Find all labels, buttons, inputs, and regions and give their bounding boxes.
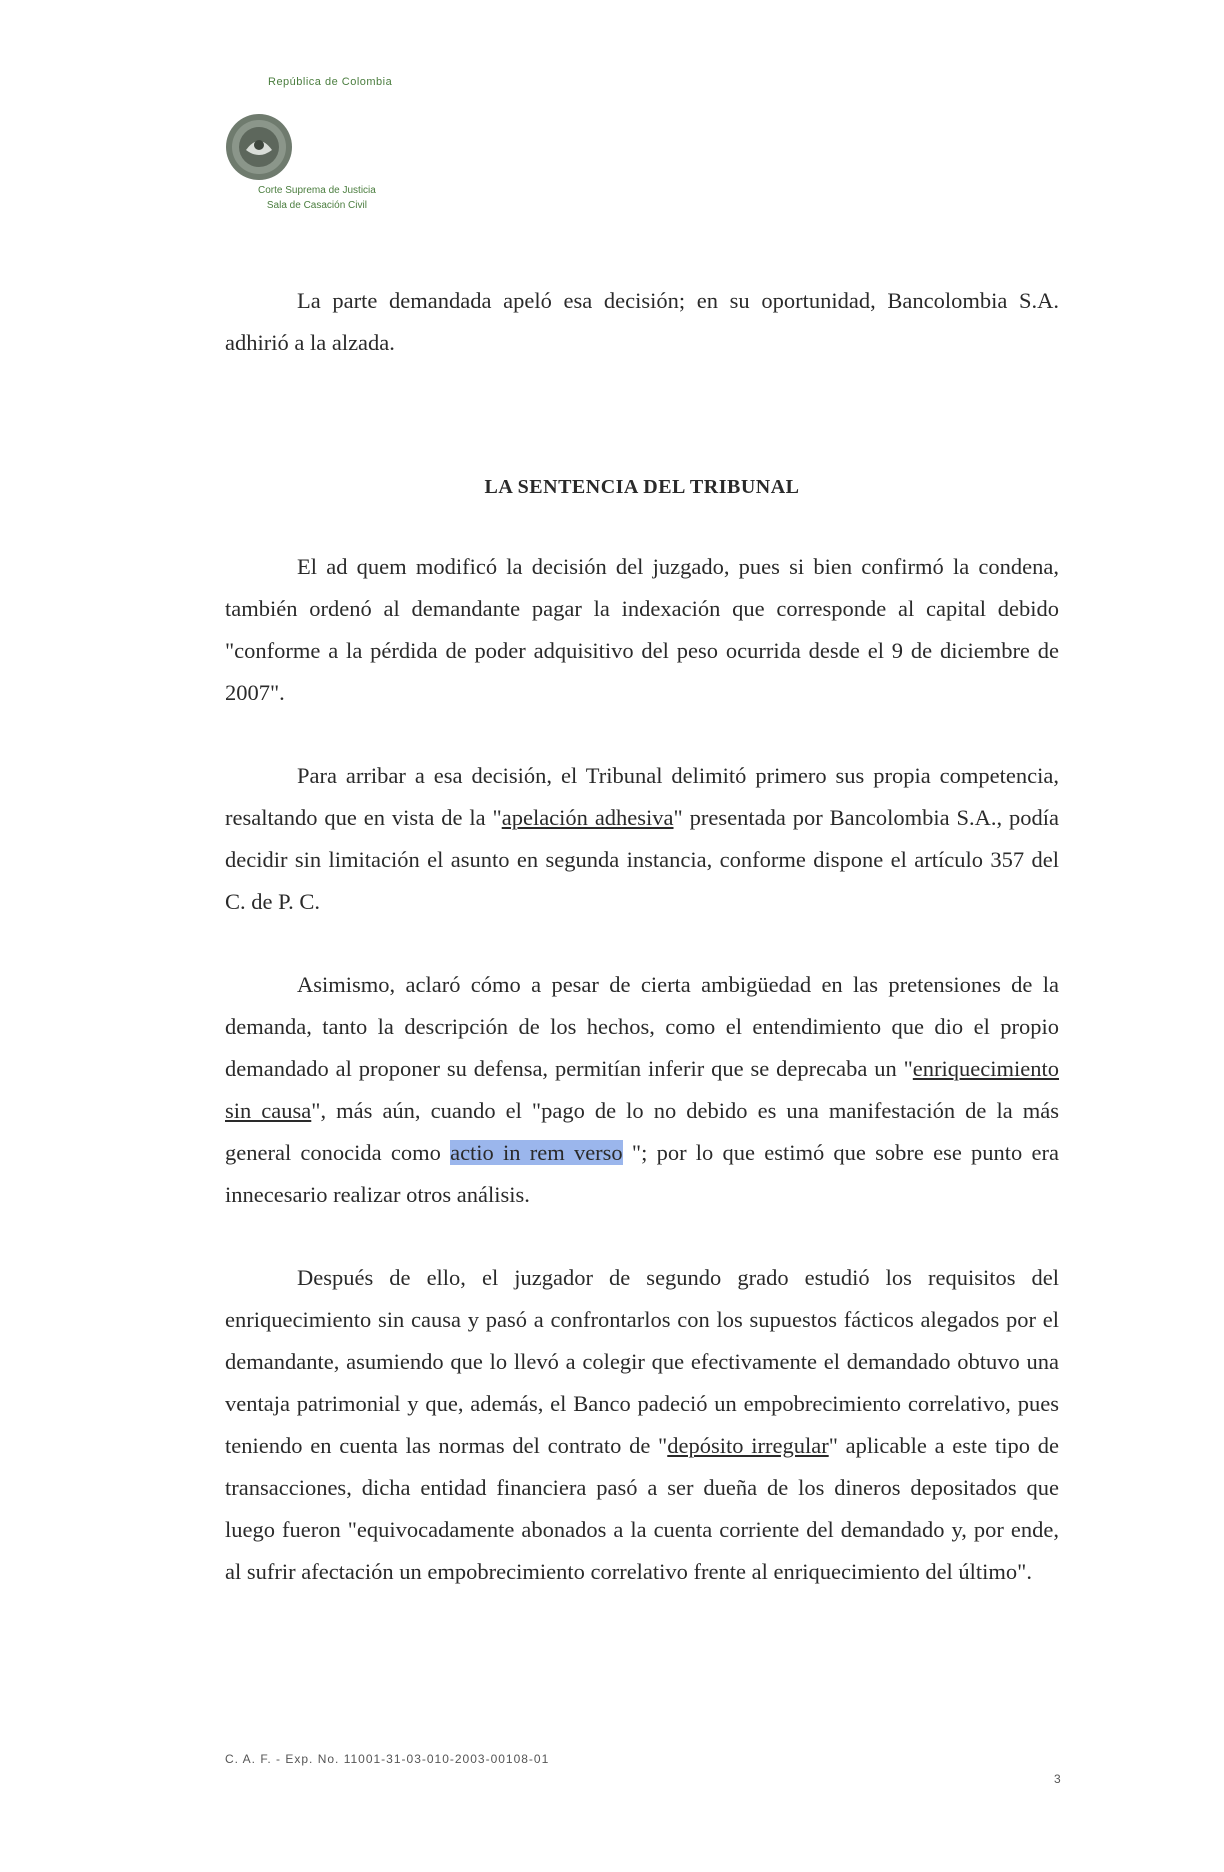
paragraph-4-underlined: enriquecimiento sin causa [225,1056,1059,1123]
paragraph-4-text-c: "; por lo que estimó que sobre ese punto era innecesario realizar otros análisis. [225,1140,1059,1207]
paragraph-3-underlined: apelación adhesiva [501,805,674,830]
section-heading: LA SENTENCIA DEL TRIBUNAL [484,476,800,498]
header-sub [258,183,376,213]
document-body [225,280,1059,1634]
header-sub-line-2: Sala de Casación Civil [266,200,367,211]
paragraph-4 [225,964,1059,1216]
paragraph-5-underlined: depósito irregular [667,1433,829,1458]
highlighted-selection[interactable]: actio in rem verso [450,1140,623,1165]
header-sub-line-1: Corte Suprema de Justicia [258,185,376,196]
court-seal-icon [224,112,294,182]
footer-case-number: C. A. F. - Exp. No. 11001-31-03-010-2003-00108-01 [225,1752,550,1766]
paragraph-5-text-b: " aplicable a este tipo de transacciones, dicha entidad financiera pasó a ser dueña de los dineros depositados que luego fueron "equivocadamente abonados a la cuenta corriente del demandado y, por ende, al sufrir afectación un empobrecimiento correlativo frente al enriquecimiento del último". [225,1433,1060,1584]
paragraph-1: La parte demandada apeló esa decisión; en su oportunidad, Bancolombia S.A. adhirió a la alzada. [225,288,1059,355]
paragraph-4-text-b: ", más aún, cuando el "pago de lo no debido es una manifestación de la más general conocida como [225,1098,1059,1165]
paragraph-4-text-a: Asimismo, aclaró cómo a pesar de cierta ambigüedad en las pretensiones de la demanda, tanto la descripción de los hechos, como el entendimiento que dio el propio demandado al proponer su defensa, permitían inferir que se deprecaba un " [225,972,1059,1081]
page-number: 3 [1054,1772,1061,1786]
paragraph-5 [225,1257,1059,1593]
paragraph-3-text-b: " presentada por Bancolombia S.A., podía decidir sin limitación el asunto en segunda instancia, conforme dispone el artículo 357 del C. de P. C. [225,805,1059,914]
paragraph-5-text-a: Después de ello, el juzgador de segundo grado estudió los requisitos del enriquecimiento sin causa y pasó a confrontarlos con los supuestos fácticos alegados por el demandante, asumiendo que lo llevó a colegir que efectivamente el demandado obtuvo una ventaja patrimonial y que, además, el Banco padeció un empobrecimiento correlativo, pues teniendo en cuenta las normas del contrato de " [225,1265,1059,1458]
paragraph-2: El ad quem modificó la decisión del juzgado, pues si bien confirmó la condena, también ordenó al demandante pagar la indexación que corresponde al capital debido "conforme a la pérdida de poder adquisitivo del peso ocurrida desde el 9 de diciembre de 2007". [225,554,1059,705]
paragraph-3 [225,755,1059,923]
header-top-line: República de Colombia [268,76,393,88]
paragraph-3-text-a: Para arribar a esa decisión, el Tribunal delimitó primero sus propia competencia, resaltando que en vista de la " [225,763,1059,830]
